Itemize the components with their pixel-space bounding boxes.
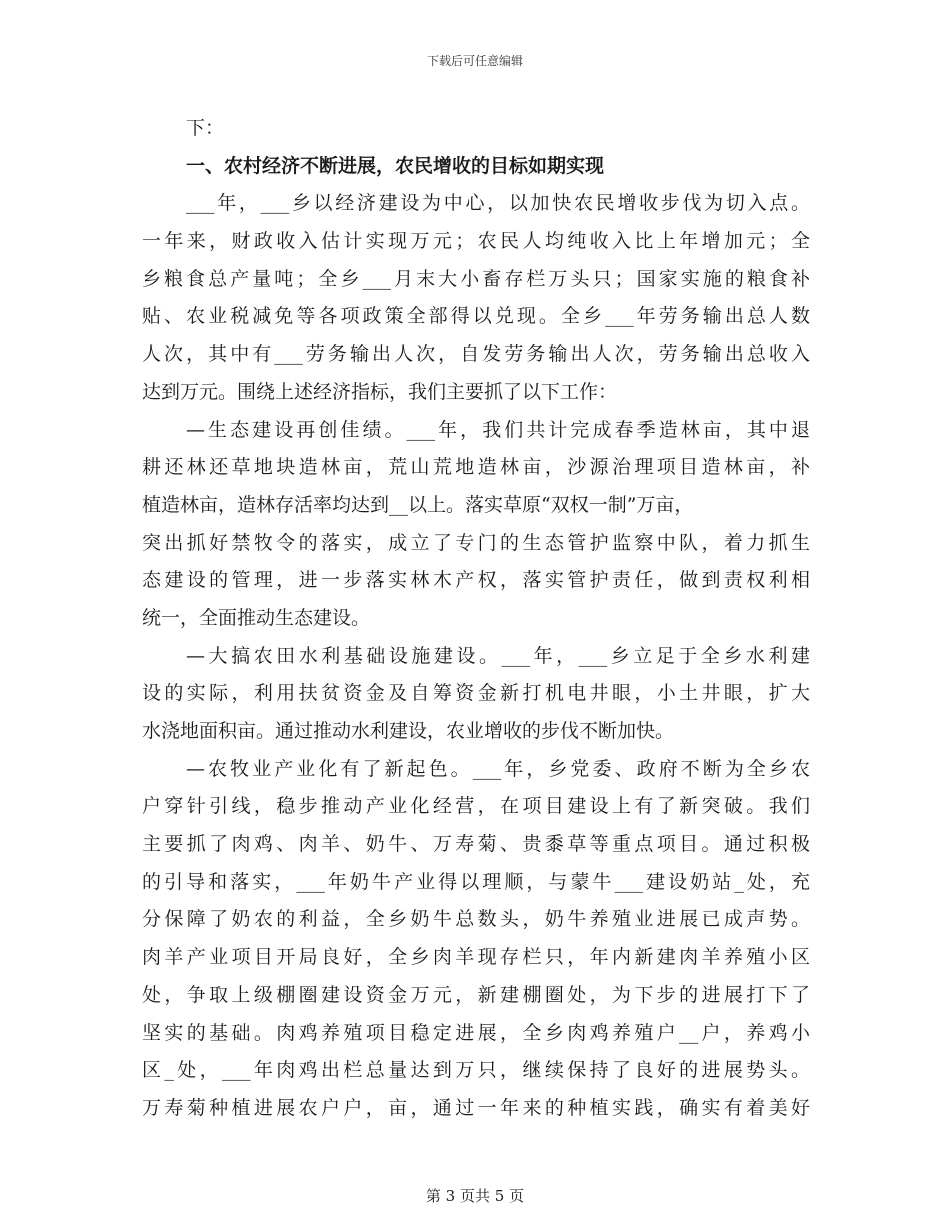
text-line: —农牧业产业化有了新起色。___年，乡党委、政府不断为全乡农 xyxy=(186,757,810,780)
text-line: 水浇地面积亩。通过推动水利建设，农业增收的步伐不断加快。 xyxy=(142,720,675,742)
text-line: ___年，___乡以经济建设为中心，以加快农民增收步伐为切入点。 xyxy=(186,192,810,215)
text-line: 肉羊产业项目开局良好，全乡肉羊现存栏只，年内新建肉羊养殖小区 xyxy=(142,946,810,969)
text-line: 设的实际，利用扶贫资金及自筹资金新打机电井眼，小土井眼，扩大 xyxy=(142,682,810,705)
text-line: 坚实的基础。肉鸡养殖项目稳定进展，全乡肉鸡养殖户__户，养鸡小 xyxy=(142,1021,810,1044)
text-line: 的引导和落实，___年奶牛产业得以理顺，与蒙牛___建设奶站_处，充 xyxy=(142,870,810,893)
text-line: 乡粮食总产量吨；全乡___月末大小畜存栏万头只；国家实施的粮食补 xyxy=(142,267,810,290)
text-line: 达到万元。围绕上述经济指标，我们主要抓了以下工作： xyxy=(142,380,618,403)
text-line: 耕还林还草地块造林亩，荒山荒地造林亩，沙源治理项目造林亩，补 xyxy=(142,456,810,479)
document-body xyxy=(142,110,810,1128)
text-line: 贴、农业税减免等各项政策全部得以兑现。全乡___年劳务输出总人数 xyxy=(142,305,810,328)
text-line: 态建设的管理，进一步落实林木产权，落实管护责任，做到责权利相 xyxy=(142,569,810,592)
page-footer: 第 3 页共 5 页 xyxy=(425,1187,525,1205)
text-line: 突出抓好禁牧令的落实，成立了专门的生态管护监察中队，着力抓生 xyxy=(142,531,810,554)
section-heading: 一、农村经济不断进展，农民增收的目标如期实现 xyxy=(186,154,605,177)
text-line: —大搞农田水利基础设施建设。___年，___乡立足于全乡水利建 xyxy=(186,644,810,667)
text-line: 分保障了奶农的利益，全乡奶牛总数头，奶牛养殖业进展已成声势。 xyxy=(142,908,810,931)
text-line: 下： xyxy=(186,117,225,139)
text-line: 植造林亩，造林存活率均达到__以上。落实草原“双权一制”万亩， xyxy=(142,493,694,516)
text-line: 处，争取上级棚圈建设资金万元，新建棚圈处，为下步的进展打下了 xyxy=(142,983,810,1006)
text-line: —生态建设再创佳绩。___年，我们共计完成春季造林亩，其中退 xyxy=(186,418,810,441)
text-line: 区_处，___年肉鸡出栏总量达到万只，继续保持了良好的进展势头。 xyxy=(142,1059,810,1082)
text-line: 万寿菊种植进展农户户，亩，通过一年来的种植实践，确实有着美好 xyxy=(142,1096,810,1119)
text-line: 一年来，财政收入估计实现万元；农民人均纯收入比上年增加元；全 xyxy=(142,230,810,253)
text-line: 统一，全面推动生态建设。 xyxy=(142,606,371,629)
text-line: 人次，其中有___劳务输出人次，自发劳务输出人次，劳务输出总收入 xyxy=(142,343,810,366)
page-header: 下载后可任意编辑 xyxy=(426,54,523,68)
text-line: 户穿针引线，稳步推动产业化经营，在项目建设上有了新突破。我们 xyxy=(142,795,810,818)
text-line: 主要抓了肉鸡、肉羊、奶牛、万寿菊、贵黍草等重点项目。通过积极 xyxy=(142,833,810,856)
